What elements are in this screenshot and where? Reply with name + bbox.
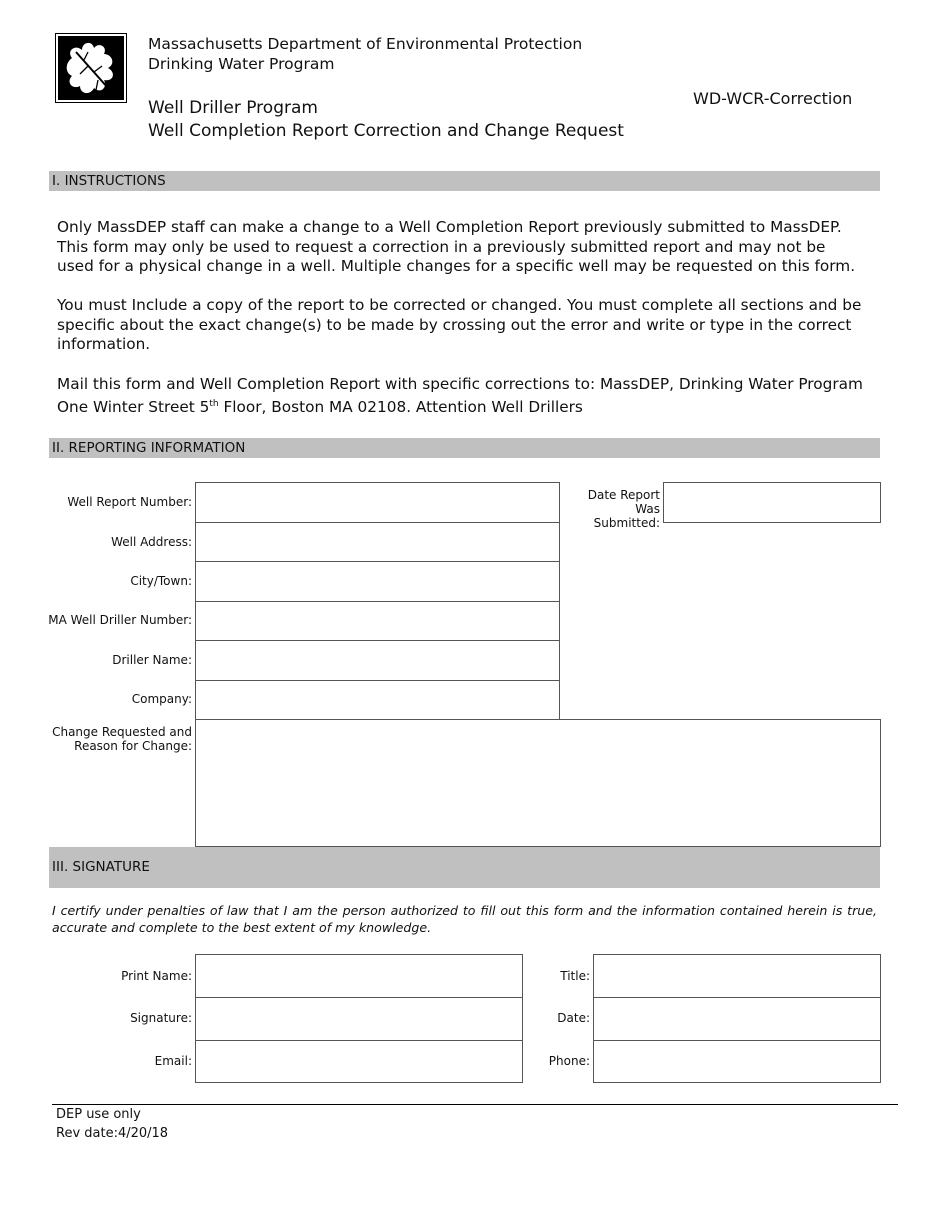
driller-name-label: Driller Name: — [112, 653, 192, 667]
mailing-text-b: Floor, Boston MA 02108. Attention Well Drillers — [218, 397, 583, 416]
change-requested-field[interactable] — [195, 719, 881, 847]
well-address-label: Well Address: — [111, 535, 192, 549]
signature-label: Signature: — [130, 1011, 192, 1025]
phone-field[interactable] — [593, 1040, 881, 1083]
driller-number-field[interactable] — [195, 601, 560, 641]
oak-leaf-icon — [58, 36, 124, 100]
change-label-2: Reason for Change: — [74, 739, 192, 753]
driller-number-label: MA Well Driller Number: — [48, 613, 192, 627]
company-field[interactable] — [195, 680, 560, 720]
date-submitted-label-2: Submitted: — [593, 516, 660, 530]
section-signature-header: III. SIGNATURE — [49, 847, 880, 888]
company-label: Company: — [131, 692, 192, 706]
well-report-number-field[interactable] — [195, 482, 560, 523]
print-name-field[interactable] — [195, 954, 523, 998]
well-address-field[interactable] — [195, 522, 560, 562]
instructions-paragraph-2: You must Include a copy of the report to be corrected or changed. You must complete all sections and be specific about the exact change(s) to be made by crossing out the error and write or type in the correct information. — [57, 296, 862, 354]
email-field[interactable] — [195, 1040, 523, 1083]
dep-use-only: DEP use only — [56, 1107, 141, 1122]
title-label: Title: — [560, 969, 590, 983]
date-submitted-field[interactable] — [663, 482, 881, 523]
mailing-text-sup: th — [209, 398, 219, 409]
well-report-number-label: Well Report Number: — [67, 495, 192, 509]
date-submitted-label — [560, 488, 660, 530]
date-submitted-label-1: Date Report Was — [587, 488, 660, 516]
section-reporting-header: II. REPORTING INFORMATION — [49, 438, 880, 458]
form-id: WD-WCR-Correction — [693, 89, 853, 108]
program-line-1: Well Driller Program — [148, 98, 318, 118]
driller-name-field[interactable] — [195, 640, 560, 681]
city-town-field[interactable] — [195, 561, 560, 602]
date-field[interactable] — [593, 997, 881, 1041]
form-title: Well Completion Report Correction and Change Request — [148, 121, 624, 141]
agency-name — [148, 34, 582, 74]
instructions-paragraph-3 — [57, 375, 867, 417]
change-label-1: Change Requested and — [52, 725, 192, 739]
print-name-label: Print Name: — [121, 969, 192, 983]
agency-line-2: Drinking Water Program — [148, 55, 335, 73]
rev-date: Rev date:4/20/18 — [56, 1126, 169, 1141]
phone-label: Phone: — [548, 1054, 590, 1068]
program-title — [148, 97, 624, 143]
massdep-logo — [55, 33, 127, 103]
footer-divider — [52, 1104, 898, 1105]
change-requested-label — [40, 725, 192, 753]
city-town-label: City/Town: — [130, 574, 192, 588]
instructions-paragraph-1: Only MassDEP staff can make a change to a Well Completion Report previously submitted to MassDEP. This form may only be used to request a correction in a previously submitted report and may not be used for a physical change in a well. Multiple changes for a specific well may be requested on this form. — [57, 218, 856, 276]
section-instructions-header: I. INSTRUCTIONS — [49, 171, 880, 191]
certification-statement: I certify under penalties of law that I am the person authorized to fill out this form and the information contained herein is true, accurate and complete to the best extent of my knowledge. — [52, 903, 877, 935]
mailing-text-a: Mail this form and Well Completion Report with specific corrections to: MassDEP, Drinking Water Program One Winter Street 5 — [57, 375, 863, 416]
email-label: Email: — [154, 1054, 192, 1068]
signature-field[interactable] — [195, 997, 523, 1041]
title-field[interactable] — [593, 954, 881, 998]
date-label: Date: — [557, 1011, 590, 1025]
agency-line-1: Massachusetts Department of Environmental Protection — [148, 35, 583, 53]
